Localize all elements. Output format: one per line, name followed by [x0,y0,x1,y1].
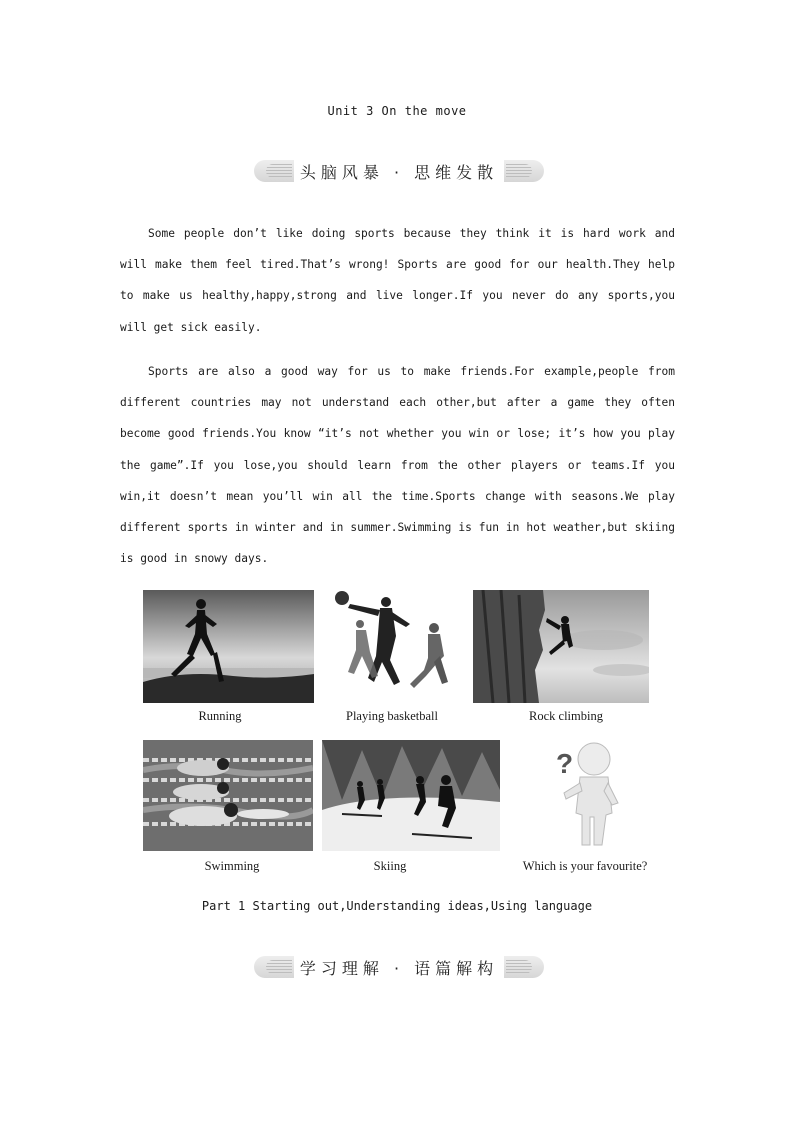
section-banner-brainstorm [254,160,544,182]
paragraph-1: Some people don’t like doing sports because they think it is hard work and will make them feel tired.That’s wrong! Sports are good for our health.They help to make us healthy,happy,strong and live longer.If you never do any sports,you will get sick easily. [120,227,675,334]
caption-basketball: Playing basketball [346,709,438,723]
running-photo [143,590,314,703]
part-title: Part 1 Starting out,Understanding ideas,Using language [201,899,593,913]
banner-stripes-right [506,960,532,974]
banner-stripes-right [506,164,532,178]
caption-skiing: Skiing [373,859,407,873]
banner-label: 头脑风暴 · 思维发散 [294,160,504,182]
basketball-photo [330,590,452,703]
caption-climbing: Rock climbing [529,709,603,723]
skiing-photo [322,740,500,851]
caption-swimming: Swimming [204,859,260,873]
caption-running: Running [198,709,242,723]
swimming-photo [143,740,313,851]
question-figure-illustration [550,737,630,853]
paragraph-2: Sports are also a good way for us to make friends.For example,people from different countries may not understand each other,but after a game they often become good friends.You know “it’s not whether you win or lose; it’s how you play the game”.If you lose,you should learn from the other players or teams.If you win,it doesn’t mean you’ll win all the time.Sports change with seasons.We play different sports in winter and in summer.Swimming is fun in hot weather,but skiing is good in snowy days. [120,365,675,566]
section-banner-understanding [254,956,544,978]
unit-title: Unit 3 On the move [327,104,467,118]
banner-stripes-left [266,960,292,974]
banner-stripes-left [266,164,292,178]
caption-favourite: Which is your favourite? [522,859,648,873]
svg-text:?: ? [556,748,574,779]
banner-label: 学习理解 · 语篇解构 [294,956,504,978]
rock-climbing-photo [473,590,649,703]
